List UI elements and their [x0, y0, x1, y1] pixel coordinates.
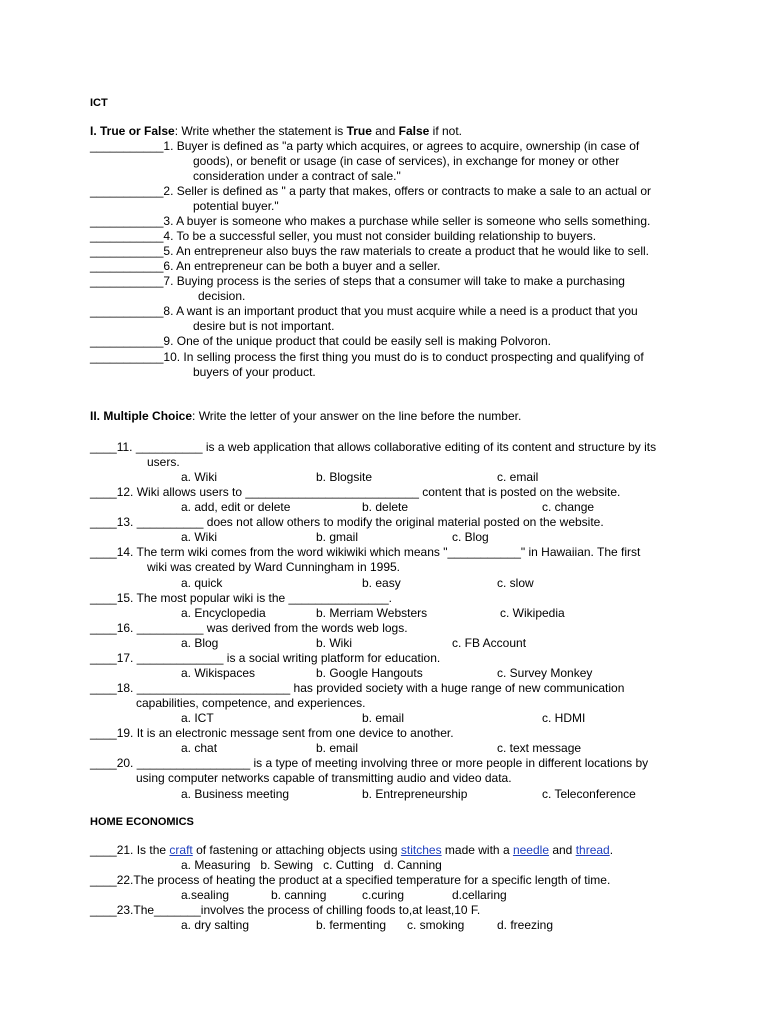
mc-question-16: ____16. __________ was derived from the words web logs.	[90, 621, 408, 635]
tf-item: ___________8. A want is an important product that you must acquire while a need is a product that you	[90, 304, 638, 318]
tf-and-word: and	[371, 124, 399, 138]
mc-option: c. smoking	[407, 918, 465, 932]
tf-item: ___________3. A buyer is someone who makes a purchase while seller is someone who sells something.	[90, 214, 651, 228]
mc-option: d.cellaring	[452, 888, 507, 902]
mc-question-20-cont: using computer networks capable of transmitting audio and video data.	[136, 771, 512, 785]
mc-option: c. FB Account	[452, 636, 527, 650]
mc-option: a. Wiki	[181, 530, 217, 544]
tf-instr-1: : Write whether the statement is	[174, 124, 347, 138]
mc-option: b. delete	[362, 500, 409, 514]
tf-item-cont: goods), or benefit or usage (in case of services), in exchange for money or other	[193, 154, 620, 168]
tf-item-cont: decision.	[198, 289, 246, 303]
mc-question-19: ____19. It is an electronic message sent from one device to another.	[90, 726, 454, 740]
craft-link[interactable]: craft	[169, 843, 193, 857]
tf-instr-2: if not.	[429, 124, 462, 138]
mc-option: b. canning	[271, 888, 327, 902]
he-question-23: ____23.The_______involves the process of chilling foods to,at least,10 F.	[90, 903, 481, 917]
mc-option: c. text message	[497, 741, 582, 755]
tf-item: ___________2. Seller is defined as " a party that makes, offers or contracts to make a sale to an actual or	[90, 184, 652, 198]
mc-option: c. Wikipedia	[500, 606, 565, 620]
mc-question-14: ____14. The term wiki comes from the word wikiwiki which means "___________" in Hawaiian. The first	[90, 545, 641, 559]
mc-option: b. email	[362, 711, 405, 725]
tf-item-cont: desire but is not important.	[193, 319, 335, 333]
mc-option: b. fermenting	[316, 918, 387, 932]
tf-item: ___________4. To be a successful seller, you must not consider building relationship to buyers.	[90, 229, 597, 243]
tf-item-cont: buyers of your product.	[193, 365, 316, 379]
q21-text: of fastening or attaching objects using	[192, 843, 401, 857]
mc-option: a. Business meeting	[181, 787, 290, 801]
he-question-21-options: a. Measuring b. Sewing c. Cutting d. Canning	[181, 858, 442, 872]
tf-false-word: False	[398, 124, 430, 138]
mc-question-15: ____15. The most popular wiki is the _______________.	[90, 591, 392, 605]
mc-option: a. Wiki	[181, 470, 217, 484]
mc-option: c. slow	[497, 576, 534, 590]
tf-item-cont: potential buyer."	[193, 199, 279, 213]
mc-question-11: ____11. __________ is a web application that allows collaborative editing of its content and structure by its	[90, 440, 657, 454]
mc-option: c. change	[542, 500, 595, 514]
mc-option: b. easy	[362, 576, 401, 590]
mc-option: a. add, edit or delete	[181, 500, 291, 514]
mc-question-11-cont: users.	[147, 455, 180, 469]
q21-text: ____21. Is the	[90, 843, 170, 857]
tf-true-word: True	[346, 124, 372, 138]
mc-instr: : Write the letter of your answer on the line before the number.	[192, 409, 522, 423]
mc-option: c.curing	[362, 888, 405, 902]
mc-question-20: ____20. _________________ is a type of meeting involving three or more people in different locations by	[90, 756, 649, 770]
needle-link[interactable]: needle	[512, 843, 549, 857]
mc-option: a. Blog	[181, 636, 219, 650]
tf-item: ___________9. One of the unique product that could be easily sell is making Polvoron.	[90, 334, 551, 348]
mc-option: b. email	[316, 741, 359, 755]
mc-question-17: ____17. _____________ is a social writing platform for education.	[90, 651, 441, 665]
mc-question-18-cont: capabilities, competence, and experiences.	[136, 696, 366, 710]
mc-number: II.	[90, 409, 101, 423]
mc-title: Multiple Choice	[103, 409, 193, 423]
mc-question-13: ____13. __________ does not allow others to modify the original material posted on the website.	[90, 515, 604, 529]
q21-text: made with a	[441, 843, 513, 857]
mc-option: c. Survey Monkey	[497, 666, 593, 680]
mc-option: a. quick	[181, 576, 223, 590]
tf-item: ___________7. Buying process is the series of steps that a consumer will take to make a purchasing	[90, 274, 625, 288]
q21-text: .	[609, 843, 614, 857]
mc-option: a. Encyclopedia	[181, 606, 266, 620]
mc-option: a. ICT	[181, 711, 214, 725]
mc-option: a. Wikispaces	[181, 666, 256, 680]
mc-option: c. Teleconference	[542, 787, 636, 801]
home-economics-heading: HOME ECONOMICS	[90, 816, 194, 828]
mc-option: b. Google Hangouts	[316, 666, 423, 680]
mc-option: d. freezing	[497, 918, 554, 932]
tf-item: ___________5. An entrepreneur also buys the raw materials to create a product that he would like to sell.	[90, 244, 650, 258]
tf-number: I.	[90, 124, 97, 138]
mc-option: a. dry salting	[181, 918, 250, 932]
ict-heading: ICT	[90, 97, 108, 109]
mc-option: b. Blogsite	[316, 470, 373, 484]
tf-title: True or False	[100, 124, 175, 138]
mc-instructions	[90, 409, 521, 424]
mc-option: b. Wiki	[316, 636, 352, 650]
tf-item: ___________10. In selling process the first thing you must do is to conduct prospecting and qualifying of	[90, 350, 644, 364]
mc-option: b. Merriam Websters	[316, 606, 428, 620]
mc-question-14-cont: wiki was created by Ward Cunningham in 1995.	[147, 560, 401, 574]
mc-option: b. Entrepreneurship	[362, 787, 468, 801]
mc-option: a. chat	[181, 741, 218, 755]
tf-item: ___________6. An entrepreneur can be both a buyer and a seller.	[90, 259, 441, 273]
he-question-22: ____22.The process of heating the product at a specified temperature for a specific length of time.	[90, 873, 611, 887]
q21-text: and	[549, 843, 576, 857]
mc-question-12: ____12. Wiki allows users to __________________________ content that is posted on the website.	[90, 485, 621, 499]
mc-option: b. gmail	[316, 530, 359, 544]
tf-item: ___________1. Buyer is defined as "a party which acquires, or agrees to acquire, ownership (in case of	[90, 139, 640, 153]
tf-instructions	[90, 124, 462, 139]
tf-item-cont: consideration under a contract of sale."	[193, 169, 401, 183]
mc-option: c. HDMI	[542, 711, 586, 725]
mc-option: c. Blog	[452, 530, 489, 544]
mc-option: c. email	[497, 470, 539, 484]
stitches-link[interactable]: stitches	[400, 843, 442, 857]
thread-link[interactable]: thread	[575, 843, 610, 857]
mc-question-18: ____18. _______________________ has provided society with a huge range of new communication	[90, 681, 625, 695]
mc-option: a.sealing	[181, 888, 230, 902]
he-question-21	[90, 843, 613, 858]
